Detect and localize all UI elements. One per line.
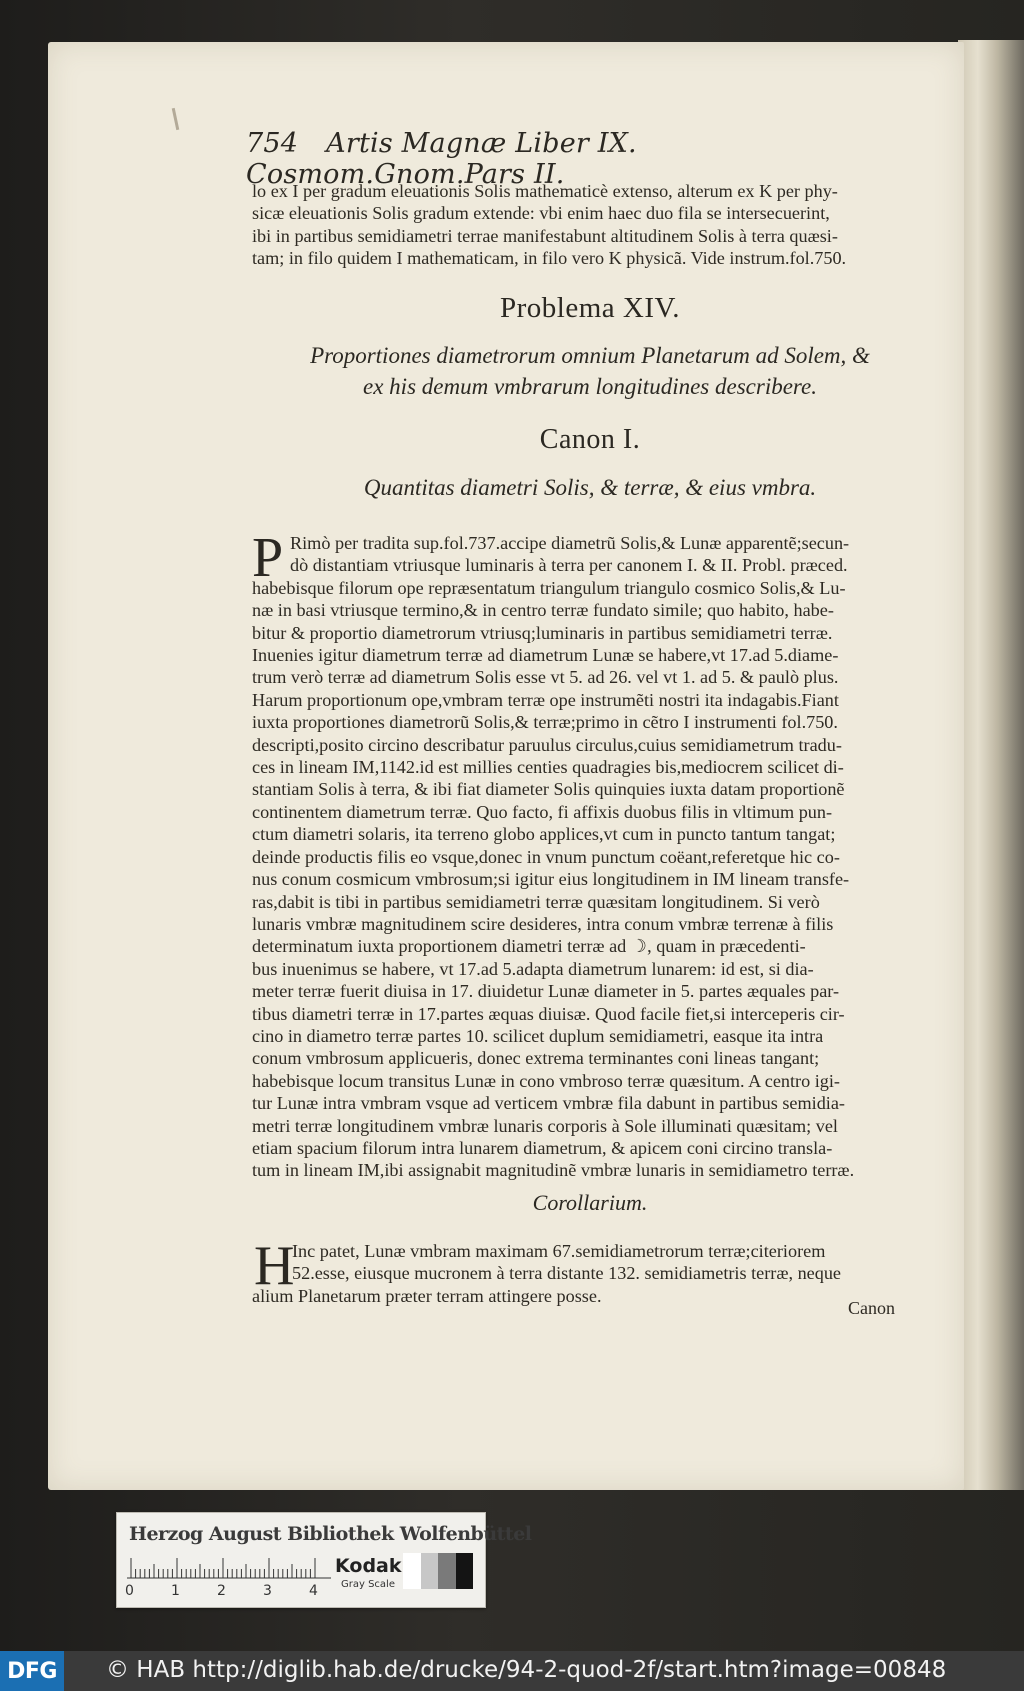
- ruler-scale: [127, 1557, 331, 1579]
- gray-swatch: [456, 1553, 474, 1589]
- text-line: conum vmbrosum applicueris, donec extrema terminantes coni lineas tangant;: [252, 1048, 820, 1069]
- intro-paragraph: [252, 180, 928, 270]
- text-line: bitur & proportio diametrorum vtriusq;luminaris in partibus semidiametri terræ.: [252, 622, 833, 643]
- text-line: 52.esse, eiusque mucronem à terra distante 132. semidiametris terræ, neque: [292, 1263, 841, 1284]
- problem-title-line: Proportiones diametrorum omnium Planetarum ad Solem, &: [310, 343, 870, 368]
- gray-swatches: [403, 1553, 473, 1589]
- corollary-heading: Corollarium.: [532, 1190, 648, 1215]
- text-line: tibus diametri terræ in 17.partes æquas diuisæ. Quod facile fiet,si interceperis cir-: [252, 1003, 845, 1024]
- ruler-number: 2: [217, 1583, 226, 1599]
- ruler-number: 3: [263, 1583, 272, 1599]
- dfg-logo: DFG: [0, 1651, 64, 1691]
- corollary-dropcap: H: [254, 1235, 295, 1297]
- copyright-link[interactable]: © HAB http://diglib.hab.de/drucke/94-2-quod-2f/start.htm?image=00848: [106, 1657, 947, 1683]
- ruler-number: 4: [309, 1583, 318, 1599]
- catchword: Canon: [848, 1298, 895, 1318]
- text-line: lo ex I per gradum eleuationis Solis mathematicè extenso, alterum ex K per phy-: [252, 181, 838, 201]
- gray-swatch: [421, 1553, 439, 1589]
- gray-swatch: [438, 1553, 456, 1589]
- text-line: etiam spacium filorum intra lunarem diametrum, & apicem coni circino transla-: [252, 1137, 833, 1158]
- problem-title: [252, 340, 928, 402]
- page-number: 754: [246, 128, 299, 159]
- text-line: iuxta proportiones diametrorũ Solis,& terræ;primo in cẽtro I instrumenti fol.750.: [252, 712, 838, 733]
- adjacent-page-edge: [958, 40, 1024, 1490]
- text-line: descripti,posito circino describatur paruulus circulus,cuius semidiametrum tradu-: [252, 734, 842, 755]
- text-line: continentem diametrum terræ. Quo facto, fi affixis duobus filis in vltimum pun-: [252, 801, 833, 822]
- text-line: bus inuenimus se habere, vt 17.ad 5.adapta diametrum lunarem: id est, si dia-: [252, 958, 814, 979]
- ruler-number: 1: [171, 1583, 180, 1599]
- canon-paragraph: [252, 527, 928, 1182]
- card-title: Herzog August Bibliothek Wolfenbüttel: [129, 1523, 532, 1545]
- canon-heading: Canon I.: [539, 424, 641, 455]
- text-line: metri terræ longitudinem vmbræ lunaris corporis à Sole illuminati quæsitam; vel: [252, 1115, 838, 1136]
- text-line: trum verò terræ ad diametrum Solis esse vt 5. ad 26. vel vt 1. ad 5. & paulò plus.: [252, 667, 839, 688]
- color-reference-card: [116, 1512, 532, 1608]
- text-line: lunaris vmbræ magnitudinem scire desideres, intra conum vmbræ terrenæ à filis: [252, 913, 834, 934]
- canon-title: Quantitas diametri Solis, & terræ, & eius vmbra.: [363, 475, 817, 500]
- text-line: habebisque locum transitus Lunæ in cono vmbroso terræ quæsitum. A centro igi-: [252, 1070, 840, 1091]
- text-line: cino in diametro terræ partes 10. scilicet duplum semidiametri, easque ita intra: [252, 1025, 824, 1046]
- corollary-paragraph: [252, 1235, 928, 1307]
- problem-heading: Problema XIV.: [500, 292, 680, 324]
- kodak-logo: Kodak: [335, 1555, 402, 1577]
- text-line: Inc patet, Lunæ vmbram maximam 67.semidiametrorum terræ;citeriorem: [292, 1241, 826, 1261]
- text-line: ibi in partibus semidiametri terrae manifestabunt altitudinem Solis à terra quæsi-: [252, 225, 838, 246]
- text-line: næ in basi vtriusque termino,& in centro terræ fundato simile; quo habito, habe-: [252, 600, 834, 621]
- text-line: tam; in filo quidem I mathematicam, in filo vero K physicã. Vide instrum.fol.750.: [252, 248, 847, 269]
- text-line: Rimò per tradita sup.fol.737.accipe diametrũ Solis,& Lunæ apparentẽ;secun-: [290, 533, 850, 553]
- text-line: meter terræ fuerit diuisa in 17. diuidetur Lunæ diameter in 5. partes æquales par-: [252, 981, 840, 1002]
- text-line: Harum proportionum ope,vmbram terræ ope instrumẽti nostri ita indagabis.Fiant: [252, 689, 839, 710]
- text-line: deinde productis filis eo vsque,donec in vnum punctum coëant,referetque hic co-: [252, 846, 840, 867]
- text-line: habebisque filorum ope repræsentatum triangulum triangulo cosmico Solis,& Lu-: [252, 577, 846, 598]
- text-line: ras,dabit is tibi in partibus semidiametri terræ quæsitam longitudinem. Si verò: [252, 891, 820, 912]
- text-line: dò distantiam vtriusque luminaris à terra per canonem I. & II. Probl. præced.: [290, 555, 848, 576]
- running-head-title: Artis Magnæ Liber IX. Cosmom.Gnom.Pars II.: [246, 128, 637, 190]
- footer-bar: [0, 1651, 1024, 1691]
- canon-dropcap: P: [252, 527, 284, 589]
- text-line: alium Planetarum præter terram attingere posse.: [252, 1285, 602, 1306]
- text-line: tur Lunæ intra vmbram vsque ad verticem vmbræ fila dabunt in partibus semidia-: [252, 1093, 845, 1114]
- text-line: tum in lineam IM,ibi assignabit magnitudinẽ vmbræ lunaris in semidiametro terræ.: [252, 1160, 855, 1181]
- text-line: ces in lineam IM,1142.id est millies centies quadragies bis,mediocrem scilicet di-: [252, 757, 844, 778]
- gray-scale-label: Gray Scale: [341, 1579, 395, 1590]
- gray-swatch: [403, 1553, 421, 1589]
- text-line: ctum diametri solaris, ita terreno globo applices,vt cum in puncto tantum tangat;: [252, 824, 836, 845]
- ruler-numbers: [125, 1583, 335, 1601]
- text-line: Inuenies igitur diametrum terræ ad diametrum Lunæ se habere,vt 17.ad 5.diame-: [252, 645, 839, 666]
- text-line: sicæ eleuationis Solis gradum extende: vbi enim haec duo fila se intersecuerint,: [252, 203, 830, 224]
- text-line: nus conum cosmicum vmbrosum;si igitur eius longitudinem in IM lineam transfe-: [252, 869, 850, 890]
- problem-title-line: ex his demum vmbrarum longitudines describere.: [363, 374, 817, 399]
- text-line: stantiam Solis à terra, & ibi fiat diameter Solis quinquies iuxta datam proportionẽ: [252, 779, 845, 800]
- ruler-number: 0: [125, 1583, 134, 1599]
- text-line: determinatum iuxta proportionem diametri terræ ad ☽, quam in præcedenti-: [252, 936, 806, 957]
- page-mark: [172, 108, 180, 130]
